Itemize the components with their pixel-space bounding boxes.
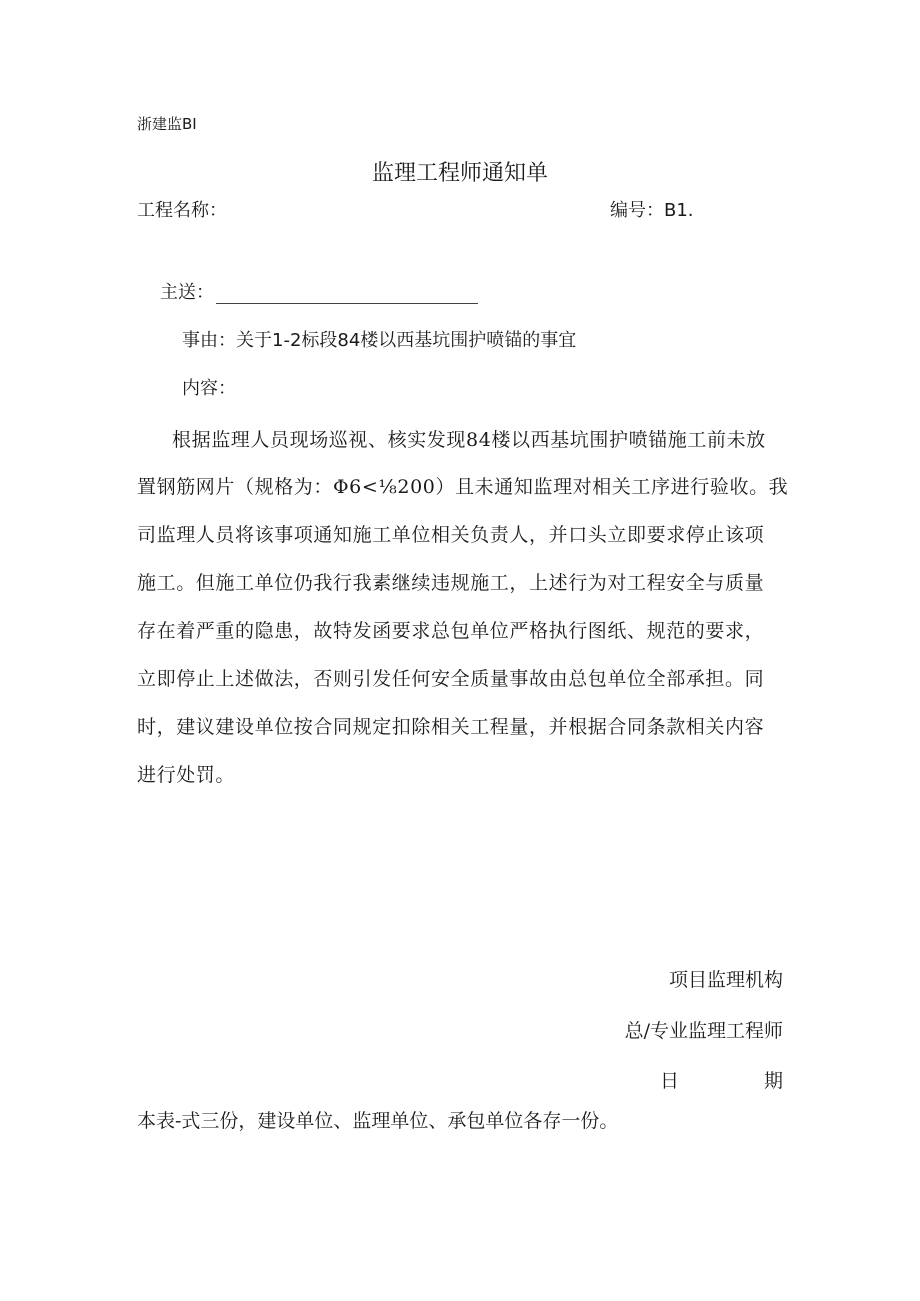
date-char-2: 期 [763, 1070, 783, 1092]
date-row [660, 1066, 783, 1093]
page-title: 监理工程师通知单 [371, 161, 548, 186]
number-label: 编号： [610, 200, 664, 221]
date-char-1: 日 [660, 1070, 680, 1092]
body-line-1: 根据监理人员现场巡视、核实发现84楼以西基坑围护喷锚施工前未放 [172, 429, 766, 451]
subject-value: 关于1-2标段84楼以西基坑围护喷锚的事宜 [236, 330, 577, 351]
content-label: 内容： [182, 378, 236, 399]
subject-label: 事由： [182, 330, 236, 351]
form-code: 浙建监BI [137, 115, 197, 133]
supervising-engineer: 总/专业监理工程师 [624, 1020, 783, 1042]
project-name-label: 工程名称： [137, 200, 227, 221]
body-line-6: 立即停止上述做法，否则引发任何安全质量事故由总包单位全部承担。同 [137, 668, 765, 690]
recipient-row [160, 278, 478, 304]
body-line-8: 进行处罚。 [137, 764, 236, 786]
body-line-2: 置钢筋网片（规格为：Φ6<⅛200）且未通知监理对相关工序进行验收。我 [137, 476, 789, 498]
body-line-4: 施工。但施工单位仍我行我素继续违规施工，上述行为对工程安全与质量 [137, 572, 765, 594]
number-value: B1. [664, 200, 694, 221]
subject-row [182, 326, 576, 352]
document-number [610, 196, 694, 222]
recipient-blank-line [216, 285, 478, 304]
footer-note: 本表-式三份，建设单位、监理单位、承包单位各存一份。 [137, 1110, 619, 1132]
body-line-3: 司监理人员将该事项通知施工单位相关负责人，并口头立即要求停止该项 [137, 524, 765, 546]
body-line-5: 存在着严重的隐患，故特发函要求总包单位严格执行图纸、规范的要求， [137, 620, 765, 642]
supervision-organization: 项目监理机构 [668, 969, 783, 991]
body-line-7: 时，建议建设单位按合同规定扣除相关工程量，并根据合同条款相关内容 [137, 716, 765, 738]
recipient-label: 主送： [160, 282, 214, 303]
